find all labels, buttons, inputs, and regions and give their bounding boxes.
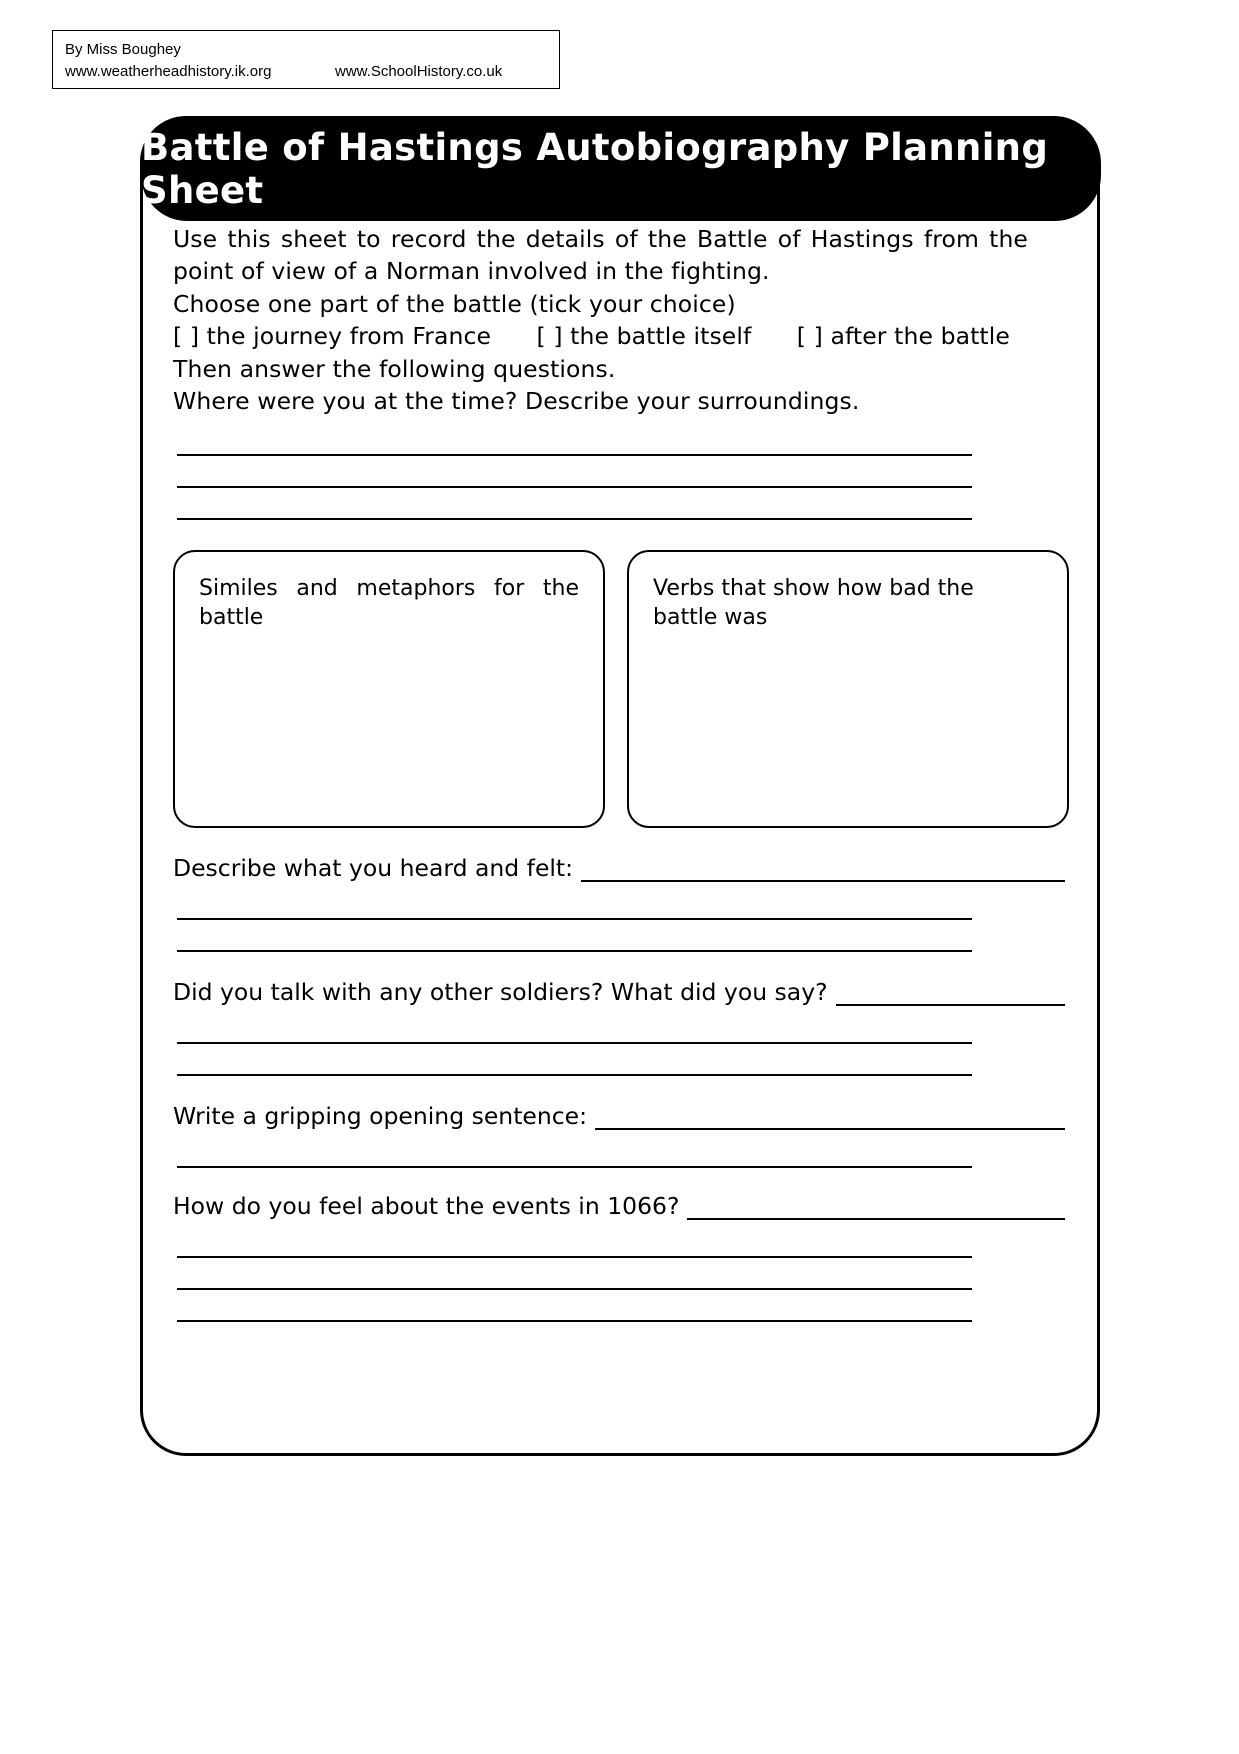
worksheet-body	[143, 223, 1097, 1322]
page-title: Battle of Hastings Autobiography Planning Sheet	[141, 126, 1049, 212]
answer-line[interactable]	[177, 1044, 972, 1076]
then-answer-instruction: Then answer the following questions.	[173, 354, 616, 383]
question-4: Write a gripping opening sentence:	[173, 1101, 588, 1130]
answer-lines-q2[interactable]	[173, 888, 1069, 952]
answer-lines-q5[interactable]	[173, 1226, 1069, 1322]
answer-line[interactable]	[177, 1258, 972, 1290]
answer-line[interactable]	[836, 982, 1065, 1006]
answer-line[interactable]	[177, 1136, 972, 1168]
box-verbs[interactable]	[627, 550, 1069, 828]
idea-boxes	[173, 550, 1069, 828]
answer-line[interactable]	[177, 920, 972, 952]
box-left-label: Similes and metaphors for the battle	[199, 575, 579, 630]
intro-text: Use this sheet to record the details of the Battle of Hastings from the point of view of a Norman involved in the fighting.	[173, 225, 1028, 286]
question-2-block	[173, 854, 1069, 952]
credit-box	[52, 30, 560, 89]
answer-line[interactable]	[177, 1012, 972, 1044]
answer-lines-q4[interactable]	[173, 1136, 1069, 1168]
answer-lines-q3[interactable]	[173, 1012, 1069, 1076]
answer-line[interactable]	[177, 424, 972, 456]
question-5: How do you feel about the events in 1066?	[173, 1191, 680, 1220]
question-3: Did you talk with any other soldiers? What did you say?	[173, 977, 828, 1006]
box-right-label: Verbs that show how bad the battle was	[653, 575, 974, 630]
question-1: Where were you at the time? Describe your surroundings.	[173, 387, 860, 416]
answer-line[interactable]	[177, 456, 972, 488]
answer-line[interactable]	[687, 1196, 1065, 1220]
answer-line[interactable]	[177, 1290, 972, 1322]
worksheet-title-bar	[141, 117, 1101, 221]
credit-site-primary: www.weatherheadhistory.ik.org	[65, 62, 272, 80]
question-3-row	[173, 978, 1069, 1006]
question-5-block	[173, 1192, 1069, 1322]
question-5-row	[173, 1192, 1069, 1220]
answer-line[interactable]	[177, 488, 972, 520]
credit-site-secondary: www.SchoolHistory.co.uk	[335, 62, 503, 80]
credit-sites	[65, 61, 549, 83]
box-similes-metaphors[interactable]	[173, 550, 605, 828]
worksheet	[140, 116, 1100, 1456]
answer-line[interactable]	[177, 888, 972, 920]
question-3-block	[173, 978, 1069, 1076]
choose-instruction: Choose one part of the battle (tick your choice)	[173, 289, 736, 318]
answer-line[interactable]	[177, 1226, 972, 1258]
question-4-row	[173, 1102, 1069, 1130]
question-2: Describe what you heard and felt:	[173, 853, 574, 882]
tick-options-row[interactable]: [ ] the journey from France [ ] the battle itself [ ] after the battle	[173, 322, 1010, 351]
answer-line[interactable]	[595, 1106, 1065, 1130]
answer-lines-q1[interactable]	[173, 424, 1069, 520]
question-2-row	[173, 854, 1069, 882]
credit-author: By Miss Boughey	[65, 41, 181, 58]
answer-line[interactable]	[581, 858, 1065, 882]
question-4-block	[173, 1102, 1069, 1168]
